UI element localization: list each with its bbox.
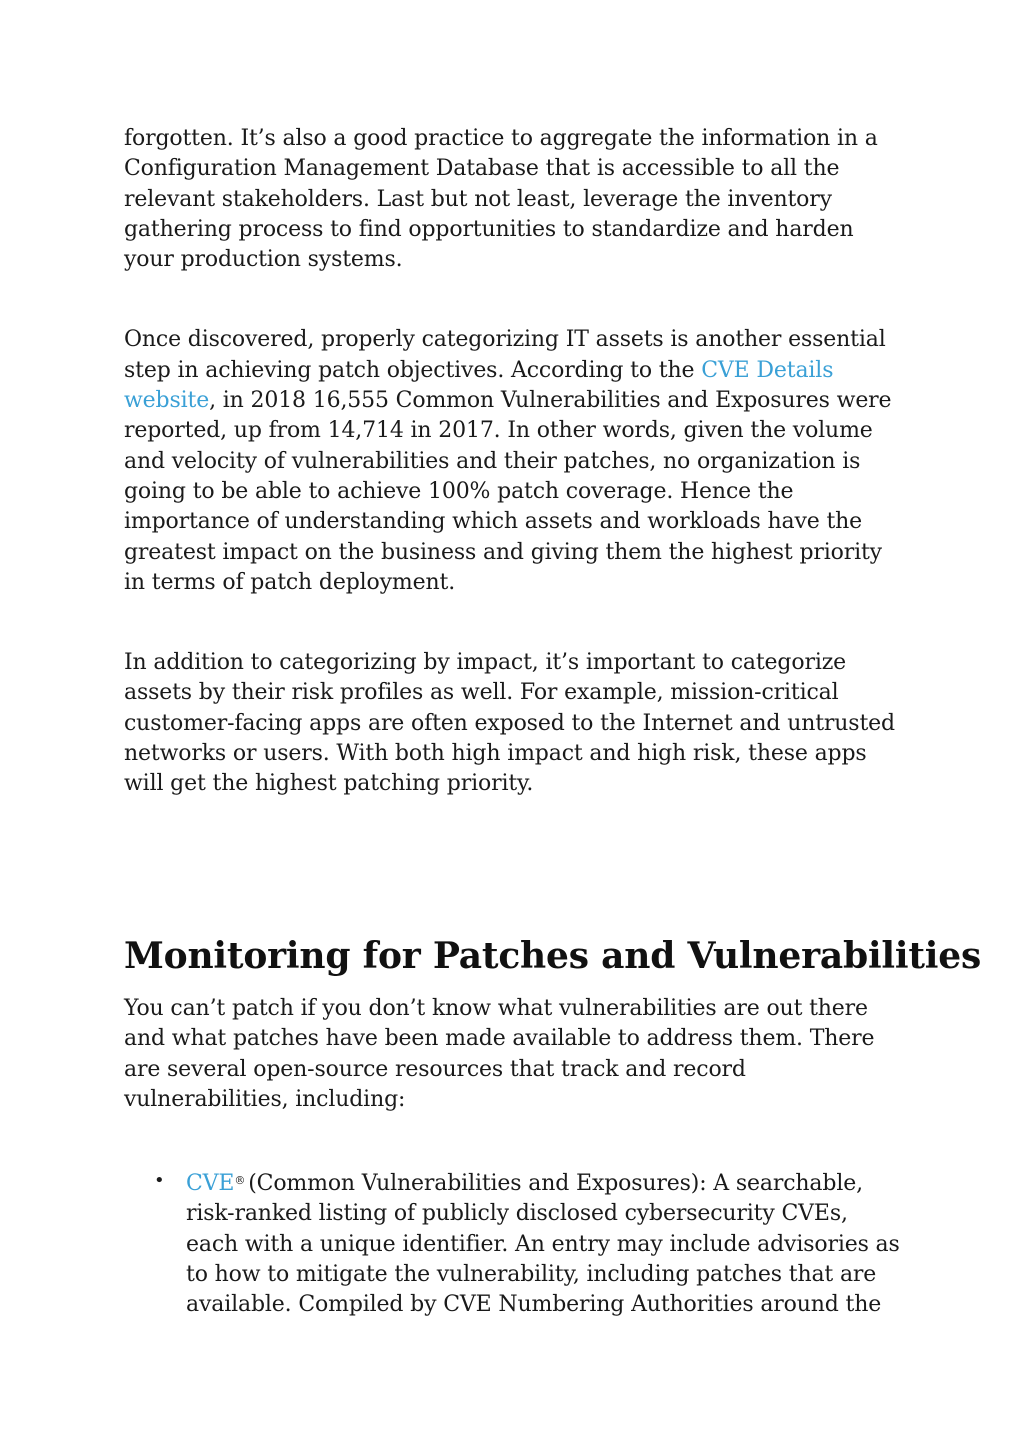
resource-list (124, 1166, 904, 1320)
paragraph-text: , in 2018 16,555 Common Vulnerabilities and Exposures were reported, up from 14,714 in 2017. In other words, given the volume and velocity of vulnerabilities and their patches, no organization is going to be able to achieve 100% patch coverage. Hence the importance of understanding which assets and workloads have the greatest impact on the business and giving them the highest priority in terms of patch deployment. (124, 388, 892, 595)
cve-link[interactable]: CVE (186, 1171, 235, 1196)
paragraph-inventory: forgotten. It’s also a good practice to aggregate the information in a Configuration Management Database that is accessible to all the relevant stakeholders. Last but not least, leverage the inventory gathering process to find opportunities to standardize and harden your production systems. (124, 126, 878, 273)
registered-mark: ® (234, 1174, 246, 1187)
document-page (124, 124, 982, 1318)
cve-details-link[interactable]: CVE Details website (124, 357, 834, 414)
paragraph-risk-profiles: In addition to categorizing by impact, it’s important to categorize assets by their risk profiles as well. For example, mission-critical customer-facing apps are often exposed to the Internet and untrusted networks or users. With both high impact and high risk, these apps will get the highest patching priority. (124, 650, 895, 797)
list-item (124, 1166, 904, 1320)
section-heading: Monitoring for Patches and Vulnerabilities (124, 935, 982, 977)
paragraph-text: Once discovered, properly categorizing IT assets is another essential step in achieving patch objectives. According to the (124, 327, 886, 383)
list-item-text: (Common Vulnerabilities and Exposures): A searchable, risk-ranked listing of publicly disclosed cybersecurity CVEs, each with a unique identifier. An entry may include advisories as to how to mitigate the vulnerability, including patches that are available. Compiled by CVE Numbering Authorities around the (186, 1171, 900, 1318)
paragraph-categorizing (124, 325, 904, 598)
section-intro: You can’t patch if you don’t know what vulnerabilities are out there and what patches have been made available to address them. There are several open-source resources that track and record vulnerabilities, including: (124, 996, 875, 1112)
bullet-icon: • (154, 1170, 165, 1191)
